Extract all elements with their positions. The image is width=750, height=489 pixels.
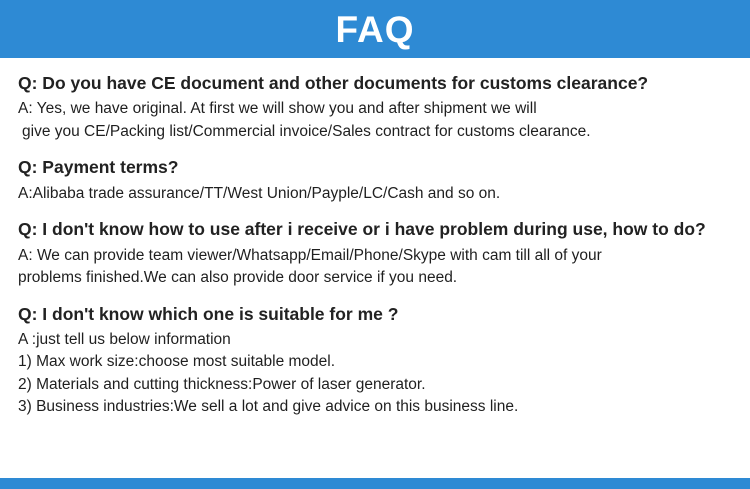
faq-item (18, 303, 734, 419)
faq-question: Q: I don't know which one is suitable for me ? (18, 303, 399, 324)
faq-answer-line: 2) Materials and cutting thickness:Power of laser generator. (18, 375, 426, 393)
header-banner (0, 0, 750, 58)
faq-question: Q: Do you have CE document and other documents for customs clearance? (18, 73, 649, 93)
faq-answer-line: 3) Business industries:We sell a lot and give advice on this business line. (18, 398, 519, 416)
faq-question: Q: I don't know how to use after i receive or i have problem during use, how to do? (18, 219, 706, 240)
faq-item (18, 156, 734, 205)
faq-content (0, 58, 750, 489)
faq-answer-line: A: Yes, we have original. At first we will show you and after shipment we will (18, 100, 537, 118)
faq-answer-line: problems finished.We can also provide door service if you need. (18, 269, 458, 287)
faq-answer-line: give you CE/Packing list/Commercial invoice/Sales contract for customs clearance. (22, 122, 591, 140)
faq-answer-line: A:Alibaba trade assurance/TT/West Union/Payple/LC/Cash and so on. (18, 184, 501, 202)
footer-bar (0, 478, 750, 489)
faq-question: Q: Payment terms? (18, 157, 179, 178)
faq-item (18, 218, 734, 289)
faq-answer-line: A: We can provide team viewer/Whatsapp/Email/Phone/Skype with cam till all of your (18, 246, 602, 264)
page-title: FAQ (335, 8, 415, 50)
faq-item (18, 72, 734, 143)
faq-answer-line: A :just tell us below information (18, 330, 231, 348)
faq-answer-line: 1) Max work size:choose most suitable model. (18, 353, 336, 371)
